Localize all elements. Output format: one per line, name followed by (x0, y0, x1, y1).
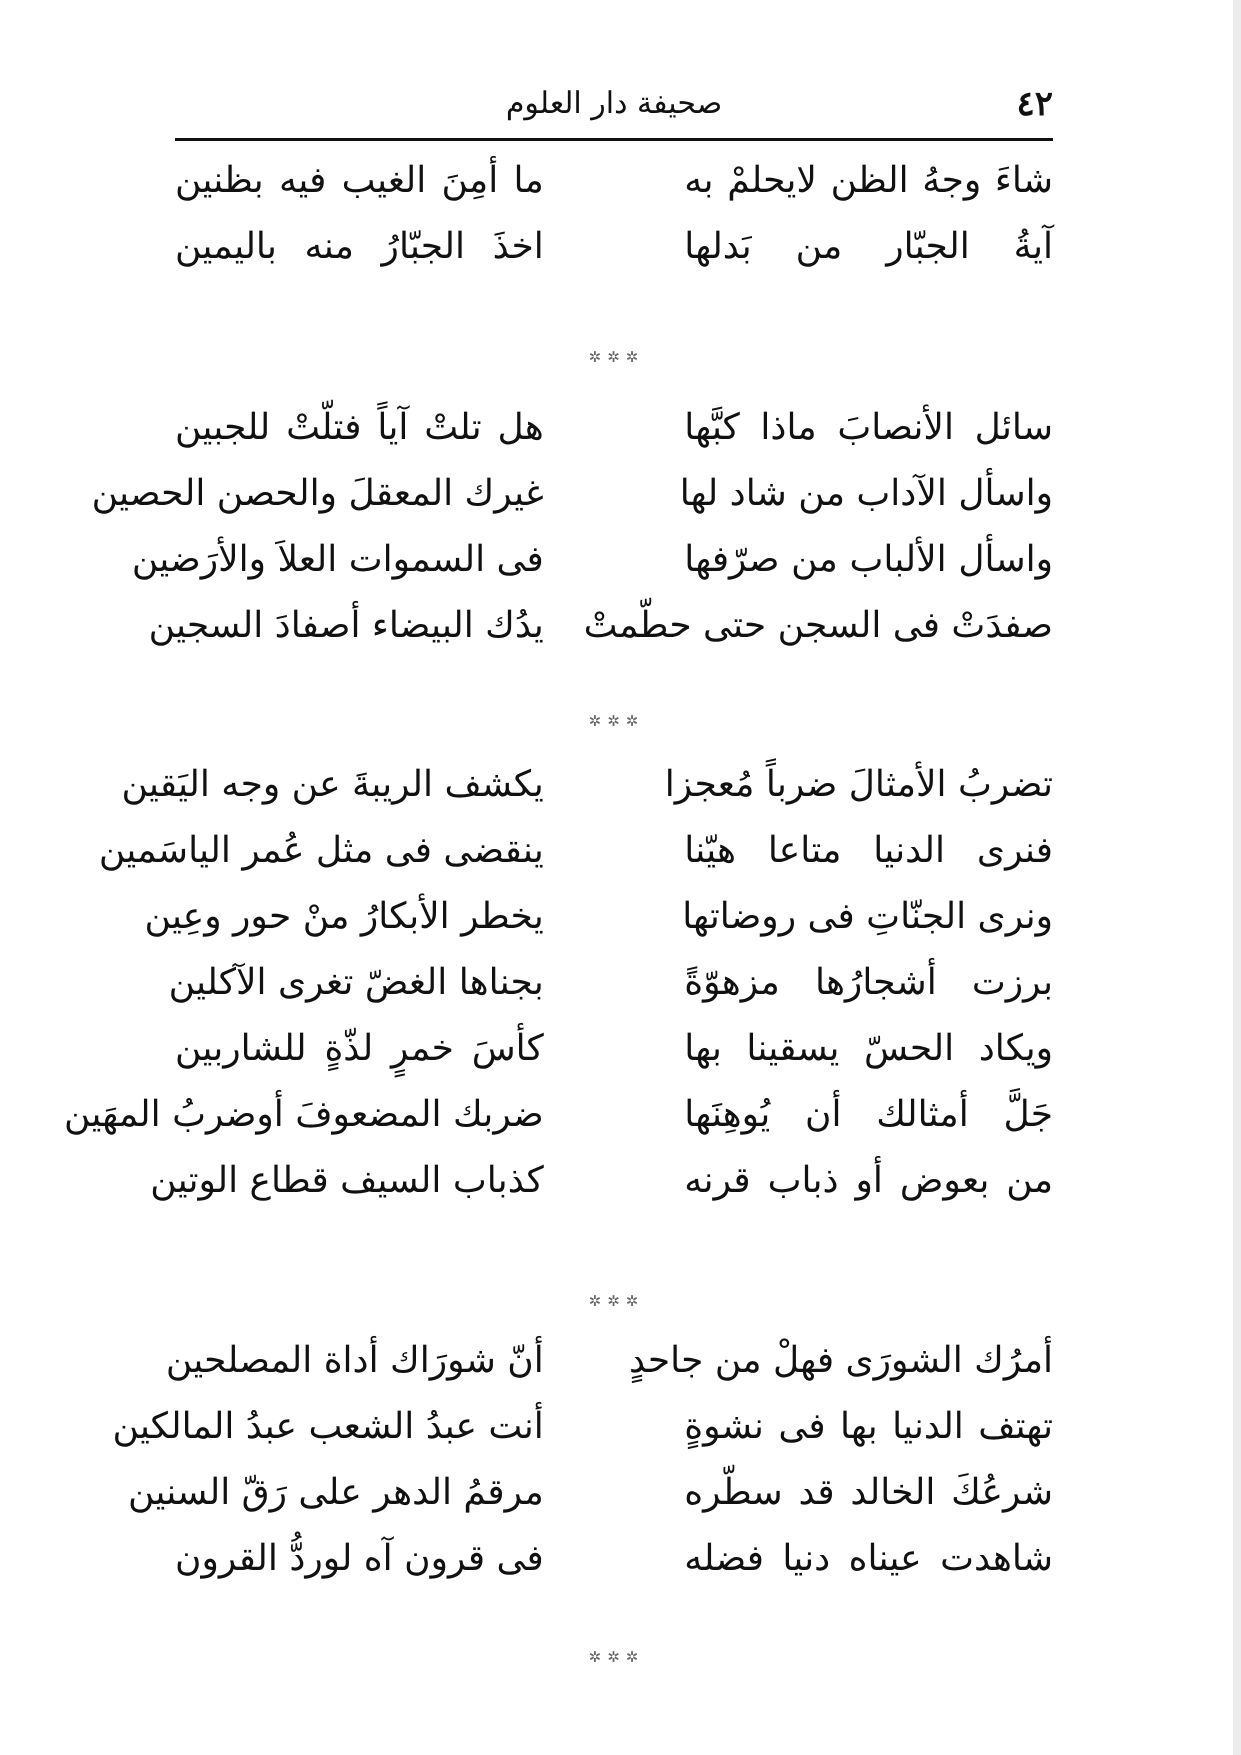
verse (168, 950, 1053, 1016)
verse-first-hemistich: واسأل الألباب من صرّفها (684, 539, 1053, 580)
stanza-3 (63, 752, 1053, 1214)
verse-second-hemistich: أنّ شورَاك أداة المصلحين (165, 1340, 544, 1381)
verse-first-hemistich: سائل الأنصابَ ماذا كبَّها (684, 407, 1053, 448)
verse (175, 1016, 1053, 1082)
verse-first-hemistich: شاهدت عيناه دنيا فضله (684, 1538, 1053, 1579)
stanza-separator: ✲✲✲ (588, 1292, 645, 1310)
verse (121, 752, 1053, 818)
verse-second-hemistich: بجناها الغضّ تغرى الآكلين (168, 962, 544, 1003)
verse-first-hemistich: برزت أشجارُها مزهوّةً (684, 962, 1053, 1003)
verse (91, 461, 1053, 527)
verse-first-hemistich: تضربُ الأمثالَ ضرباً مُعجزا (664, 764, 1053, 805)
verse (150, 1148, 1053, 1214)
page-number: ٤٢ (1016, 84, 1053, 124)
verse (112, 1394, 1053, 1460)
verse-second-hemistich: فى السموات العلاَ والأرَضين (131, 539, 544, 580)
verse (148, 593, 1053, 659)
stanza-2 (91, 395, 1053, 659)
verse-first-hemistich: واسأل الآداب من شاد لها (679, 473, 1053, 514)
verse-second-hemistich: يخطر الأبكارُ منْ حور وعِين (144, 896, 544, 937)
verse (128, 1460, 1053, 1526)
verse (165, 1328, 1053, 1394)
verse-second-hemistich: ينقضى فى مثل عُمر الياسَمين (98, 830, 544, 871)
page-header (175, 84, 1053, 128)
stanza-separator: ✲✲✲ (588, 712, 645, 730)
verse (175, 148, 1053, 214)
verse (175, 214, 1053, 280)
verse-first-hemistich: شرعُكَ الخالد قد سطّره (684, 1472, 1053, 1513)
stanza-1 (175, 148, 1053, 280)
verse-second-hemistich: يكشف الريبةَ عن وجه اليَقين (121, 764, 544, 805)
verse-first-hemistich: ونرى الجنّاتِ فى روضاتها (682, 896, 1053, 937)
verse-second-hemistich: فى قرون آه لوردُّ القرون (175, 1538, 544, 1579)
verse-second-hemistich: يدُك البيضاء أصفادَ السجين (148, 605, 544, 646)
verse-second-hemistich: اخذَ الجبّارُ منه باليمين (175, 226, 544, 267)
verse (98, 818, 1053, 884)
verse-second-hemistich: كأسَ خمرٍ لذّةٍ للشاربين (175, 1028, 544, 1069)
header-rule (175, 138, 1053, 141)
stanza-separator: ✲✲✲ (588, 348, 645, 366)
verse-first-hemistich: جَلَّ أمثالك أن يُوهِنَها (684, 1094, 1053, 1135)
verse-second-hemistich: هل تلتْ آياً فتلّتْ للجبين (175, 407, 544, 448)
verse-first-hemistich: أمرُك الشورَى فهلْ من جاحدٍ (629, 1340, 1053, 1381)
verse-first-hemistich: من بعوض أو ذباب قرنه (684, 1160, 1053, 1201)
verse (131, 527, 1053, 593)
verse-second-hemistich: ما أمِنَ الغيب فيه بظنين (175, 160, 544, 201)
verse (175, 395, 1053, 461)
stanza-separator: ✲✲✲ (588, 1648, 645, 1666)
verse-second-hemistich: أنت عبدُ الشعب عبدُ المالكين (112, 1406, 544, 1447)
verse (63, 1082, 1053, 1148)
verse-first-hemistich: شاءَ وجهُ الظن لايحلمْ به (684, 160, 1053, 201)
verse-first-hemistich: آيةُ الجبّار من بَدلها (684, 226, 1053, 267)
stanza-4 (112, 1328, 1053, 1592)
verse-second-hemistich: مرقمُ الدهر على رَقّ السنين (128, 1472, 544, 1513)
verse (175, 1526, 1053, 1592)
verse-first-hemistich: صفدَتْ فى السجن حتى حطّمتْ (583, 605, 1053, 646)
running-title: صحيفة دار العلوم (505, 86, 723, 121)
verse-second-hemistich: غيرك المعقلَ والحصن الحصين (91, 473, 544, 514)
verse-second-hemistich: كذباب السيف قطاع الوتين (150, 1160, 544, 1201)
verse-first-hemistich: تهتف الدنيا بها فى نشوةٍ (684, 1406, 1053, 1447)
verse-second-hemistich: ضربك المضعوفَ أوضربُ المهَين (63, 1094, 544, 1135)
verse (144, 884, 1053, 950)
verse-first-hemistich: ويكاد الحسّ يسقينا بها (684, 1028, 1053, 1069)
verse-first-hemistich: فنرى الدنيا متاعا هيّنا (684, 830, 1053, 871)
